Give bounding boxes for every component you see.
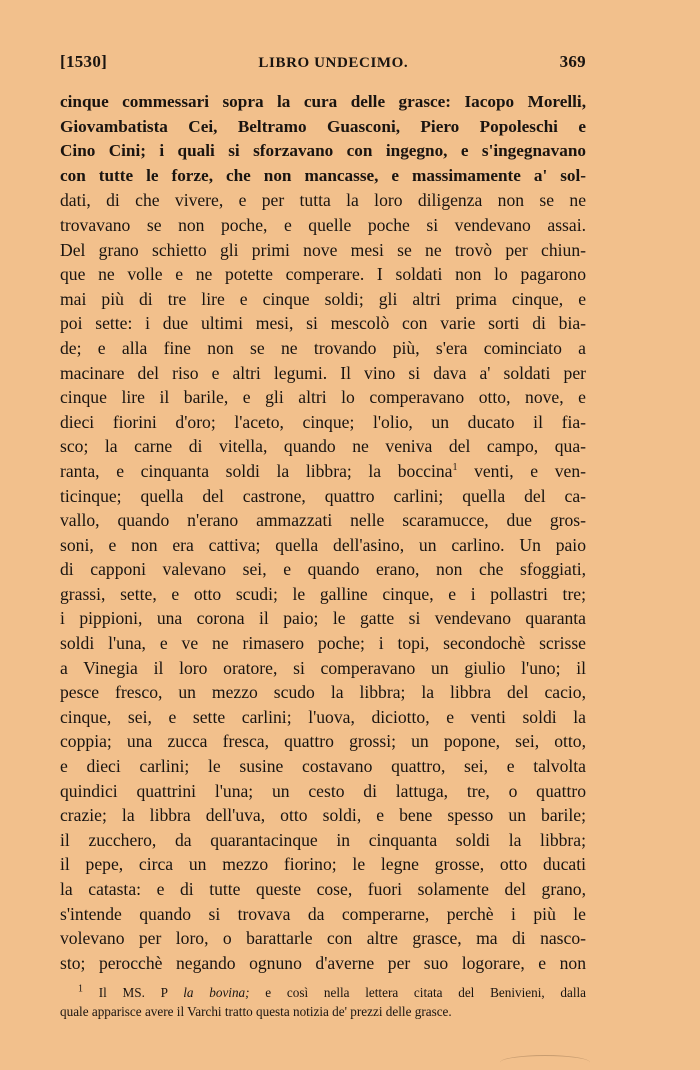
text-line: coppia; una zucca fresca, quattro grossi; un popone, sei, otto, xyxy=(60,731,586,752)
text-line: de; e alla fine non se ne trovando più, s'era cominciato a xyxy=(60,337,586,358)
footnote-line xyxy=(60,983,586,1002)
page-number: 369 xyxy=(559,52,586,71)
text-line: volevano per loro, o barattarle con altre grasce, ma di nasco- xyxy=(60,928,586,949)
text-line: poi sette: i due ultimi mesi, si mescolò con varie sorti di bia- xyxy=(60,313,586,334)
text-line: il pepe, circa un mezzo fiorino; le legne grosse, otto ducati xyxy=(60,854,586,875)
text-line: il zucchero, da quarantacinque in cinquanta soldi la libbra; xyxy=(60,829,586,850)
text-line-head: ranta, e cinquanta soldi la libbra; la boccina xyxy=(60,460,453,481)
chapter-title: LIBRO UNDECIMO. xyxy=(258,55,409,71)
text-line: la catasta: e di tutte queste cose, fuori solamente del grano, xyxy=(60,879,586,899)
text-line: s'intende quando si trovava da comperarne, perchè i più le xyxy=(60,903,586,924)
text-line: cinque commessari sopra la cura delle grasce: Iacopo Morelli, xyxy=(60,92,586,111)
text-line: Giovambatista Cei, Beltramo Guasconi, Piero Popoleschi e xyxy=(60,116,586,136)
text-line: dati, di che vivere, e per tutta la loro diligenza non se ne xyxy=(60,190,586,211)
text-line: Cino Cini; i quali si sforzavano con ingegno, e s'ingegnavano xyxy=(60,141,586,161)
text-line-tail: venti, e ven- xyxy=(474,460,586,481)
text-line: dieci fiorini d'oro; l'aceto, cinque; l'olio, un ducato il fia- xyxy=(60,411,586,432)
text-line: cinque, sei, e sette carlini; l'uova, diciotto, e venti soldi la xyxy=(60,706,586,727)
text-line: di capponi valevano sei, e quando erano, non che sfoggiati, xyxy=(60,559,586,580)
text-line: sto; perocchè negando ognuno d'averne per suo logorare, e non xyxy=(60,952,586,973)
text-line: sco; la carne di vitella, quando ne veniva del campo, qua- xyxy=(60,436,586,457)
running-header xyxy=(60,52,586,82)
text-line: pesce fresco, un mezzo scudo la libbra; la libbra del cacio, xyxy=(60,682,586,703)
text-line: cinque lire il barile, e gli altri lo comperavano otto, nove, e xyxy=(60,387,586,408)
text-line: soni, e non era cattiva; quella dell'asino, un carlino. Un paio xyxy=(60,534,586,555)
footnote-text-b: e così nella lettera citata del Benivieni, dalla xyxy=(265,985,586,1001)
page-smudge xyxy=(500,1055,590,1070)
text-line: crazie; la libbra dell'uva, otto soldi, e bene spesso un barile; xyxy=(60,805,586,826)
text-line: e dieci carlini; le susine costavano quattro, sei, e talvolta xyxy=(60,756,586,777)
text-line: Del grano schietto gli primi nove mesi se ne trovò per chiun- xyxy=(60,239,586,260)
body-text xyxy=(60,90,586,975)
text-line: vallo, quando n'erano ammazzati nelle scaramucce, due gros- xyxy=(60,510,586,531)
text-line-with-footnote xyxy=(60,459,586,484)
footnote-number: 1 xyxy=(78,983,83,995)
year-marker: [1530] xyxy=(60,52,108,71)
text-line: a Vinegia il loro oratore, si comperavano un giulio l'uno; il xyxy=(60,657,586,678)
footnote-marker: 1 xyxy=(452,462,458,474)
text-line: grassi, sette, e otto scudi; le galline cinque, e i pollastri tre; xyxy=(60,583,586,604)
text-line: que ne volle e ne potette comperare. I soldati non lo pagarono xyxy=(60,264,586,285)
book-page xyxy=(60,52,586,1021)
text-line: macinare del riso e altri legumi. Il vino si dava a' soldati per xyxy=(60,362,586,383)
text-line: ticinque; quella del castrone, quattro carlini; quella del ca- xyxy=(60,485,586,506)
text-line: soldi l'una, e ve ne rimasero poche; i topi, secondochè scrisse xyxy=(60,633,586,654)
footnote xyxy=(60,983,586,1021)
text-line: con tutte le forze, che non mancasse, e massimamente a' sol- xyxy=(60,165,586,185)
footnote-text-a: Il MS. P xyxy=(98,985,168,1001)
text-line: i pippioni, una corona il paio; le gatte si vendevano quaranta xyxy=(60,608,586,629)
text-line: mai più di tre lire e cinque soldi; gli altri prima cinque, e xyxy=(60,288,586,309)
footnote-line: quale apparisce avere il Varchi tratto questa notizia de' prezzi delle grasce. xyxy=(60,1004,452,1020)
text-line: trovavano se non poche, e quelle poche si vendevano assai. xyxy=(60,214,586,235)
footnote-italic: la bovina; xyxy=(183,985,250,1001)
text-line: quindici quattrini l'una; un cesto di lattuga, tre, o quattro xyxy=(60,780,586,801)
